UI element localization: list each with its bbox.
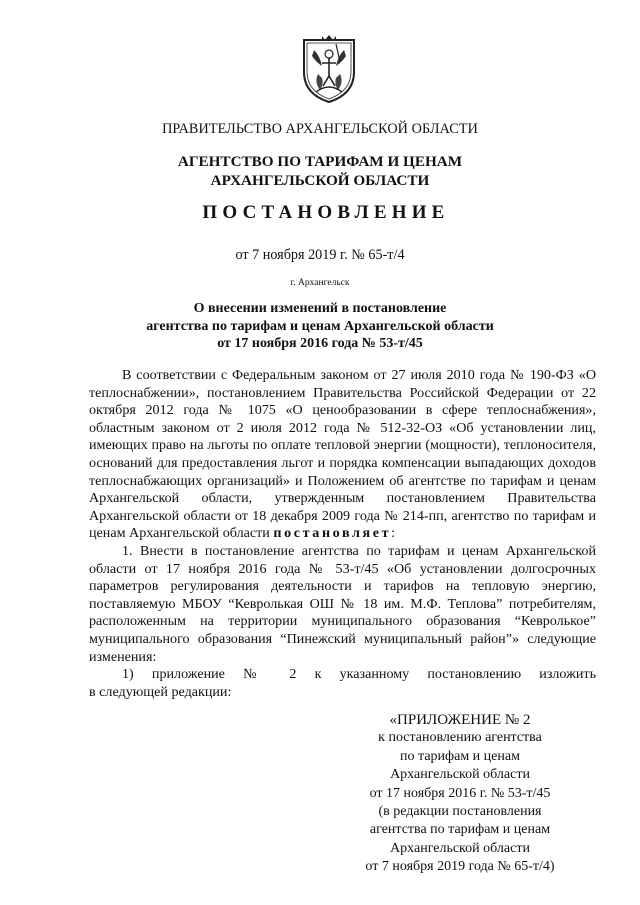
document-subject (0, 300, 640, 353)
appendix-line: от 17 ноября 2016 г. № 53-т/45 (369, 785, 551, 801)
subject-line-2: агентства по тарифам и ценам Архангельской области (146, 318, 494, 334)
arkhangelsk-coat-of-arms-icon (300, 32, 358, 104)
subject-line-1: О внесении изменений в постановление (193, 301, 447, 316)
appendix-line: Архангельской области (390, 840, 530, 856)
appendix-line: (в редакции постановления (378, 804, 542, 820)
preamble-text: В соответствии с Федеральным законом от 27 июля 2010 года № 190-ФЗ «О теплоснабжении», постановлением Правительства Российской Федерации от 22 октября 2012 года № 1075 «О ценообразовании в сфере теплоснабжения», областным законом от 2 июля 2012 года № 512-32-ОЗ «Об установлении лиц, имеющих право на льготы по оплате тепловой энергии (мощности), теплоносителя, оснований для предоставления льгот и порядка компенсации выпадающих доходов теплоснабжающих организаций» и Положением об агентстве по тарифам и ценам Архангельской области, утвержденным постановлением Правительства Архангельской области от 18 декабря 2009 года № 214-пп, агентство по тарифам и ценам Архангельской области (89, 367, 596, 542)
item-1-paragraph: 1. Внести в постановление агентства по тарифам и ценам Архангельской области от 17 ноября 2016 года № 53-т/45 «Об установлении долгосрочных параметров регулирования деятельности и тарифов на тепловую энергию, поставляемую МБОУ “Кевролькая ОШ № 18 им. М.Ф. Теплова” потребителям, расположенным на территории муниципального образования “Кевролькое” муниципального образования “Пинежский муниципальный район”» следующие изменения: (89, 542, 596, 665)
agency-name (0, 152, 640, 190)
document-body (89, 367, 596, 701)
appendix-line: по тарифам и ценам (400, 748, 520, 764)
appendix-header (340, 711, 580, 877)
document-date-number: от 7 ноября 2019 г. № 65-т/4 (235, 247, 405, 263)
agency-line-1: АГЕНТСТВО ПО ТАРИФАМ И ЦЕНАМ (177, 153, 463, 170)
sub-item-1-line-1: 1) приложение № 2 к указанному постановлению изложить (122, 666, 596, 683)
appendix-line: от 7 ноября 2019 года № 65-т/4) (365, 859, 555, 875)
government-name: ПРАВИТЕЛЬСТВО АРХАНГЕЛЬСКОЙ ОБЛАСТИ (162, 121, 478, 137)
resolves-keyword: постановляет (273, 525, 392, 542)
appendix-line: «ПРИЛОЖЕНИЕ № 2 (389, 712, 531, 728)
document-type-title: ПОСТАНОВЛЕНИЕ (202, 202, 450, 223)
appendix-line: к постановлению агентства (378, 730, 542, 746)
appendix-line: агентства по тарифам и ценам (369, 822, 551, 838)
appendix-line: Архангельской области (390, 767, 530, 783)
document-city: г. Архангельск (290, 278, 350, 288)
sub-item-1-line-2: в следующей редакции: (89, 683, 232, 700)
preamble-paragraph (89, 367, 596, 543)
resolves-colon: : (391, 525, 396, 542)
subject-line-3: от 17 ноября 2016 года № 53-т/45 (217, 336, 423, 351)
agency-line-2: АРХАНГЕЛЬСКОЙ ОБЛАСТИ (210, 172, 430, 189)
